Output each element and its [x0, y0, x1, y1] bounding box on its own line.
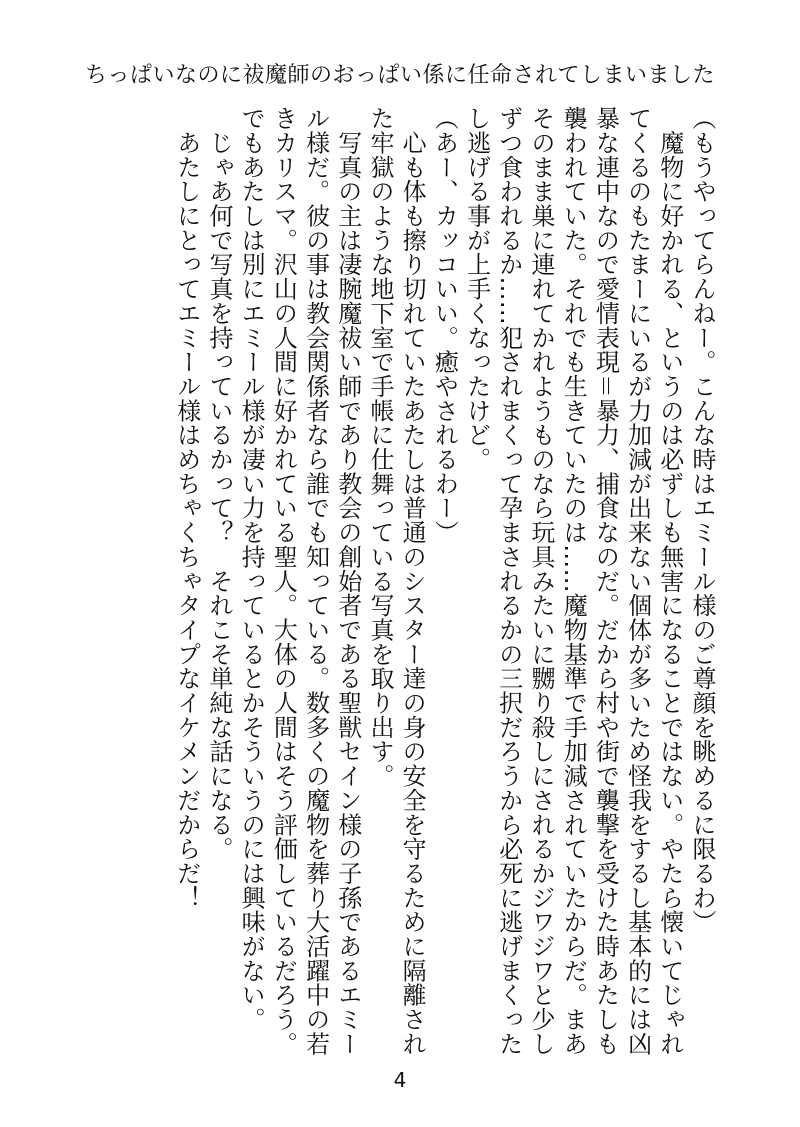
paragraph: （あー、カッコいい。癒やされるわー） — [430, 106, 459, 545]
running-header: ちっぱいなのに祓魔師のおっぱい係に任命されてしまいました — [84, 63, 715, 88]
paragraph: 写真の主は凄腕魔祓い師であり教会の創始者である聖獣セイン様の子孫であるエミール様だ。彼の事は教会関係者なら誰でも知っている。数多くの魔物を葬り大活躍中の若きカリスマ。沢山の人間に好かれている聖人。大体の人間はそう評価しているだろう。でもあたしは別にエミール様が凄い力を持っているとかそういうのには興味がない。 — [237, 106, 362, 1056]
paragraph: （もうやってらんねー。こんな時はエミール様のご尊顔を眺めるに限るわ） — [688, 106, 716, 934]
paragraph: 魔物に好かれる、というのは必ずしも無害になることではない。やたら懐いてじゃれてくるのもたまーにいるが力加減が出来ない個体が多いため怪我をするし基本的には凶暴な連中なので愛情表現＝暴力、捕食なのだ。だから村や街で襲撃を受けた時あたしも襲われていた。それでも生きていたのは……魔物基準で手加減されていたからだ。まあそのまま巣に連れてかれようものなら玩具みたいに嬲り殺しにされるかジワジワと少しずつ食われるか……犯されまくって孕まされるかの三択だろうから必死に逃げまくったし逃げる事が上手くなったけど。 — [462, 106, 684, 1056]
page-number: 4 — [393, 1068, 407, 1092]
body-text — [78, 106, 718, 1066]
paragraph: 心も体も擦り切れていたあたしは普通のシスター達の身の安全を守るために隔離された牢獄のような地下室で手帳に仕舞っている写真を取り出す。 — [365, 106, 427, 1056]
paragraph: あたしにとってエミール様はめちゃくちゃタイプなイケメンだからだ！ — [172, 106, 201, 910]
paragraph: じゃあ何で写真を持っているかって？ それこそ単純な話になる。 — [204, 106, 233, 861]
